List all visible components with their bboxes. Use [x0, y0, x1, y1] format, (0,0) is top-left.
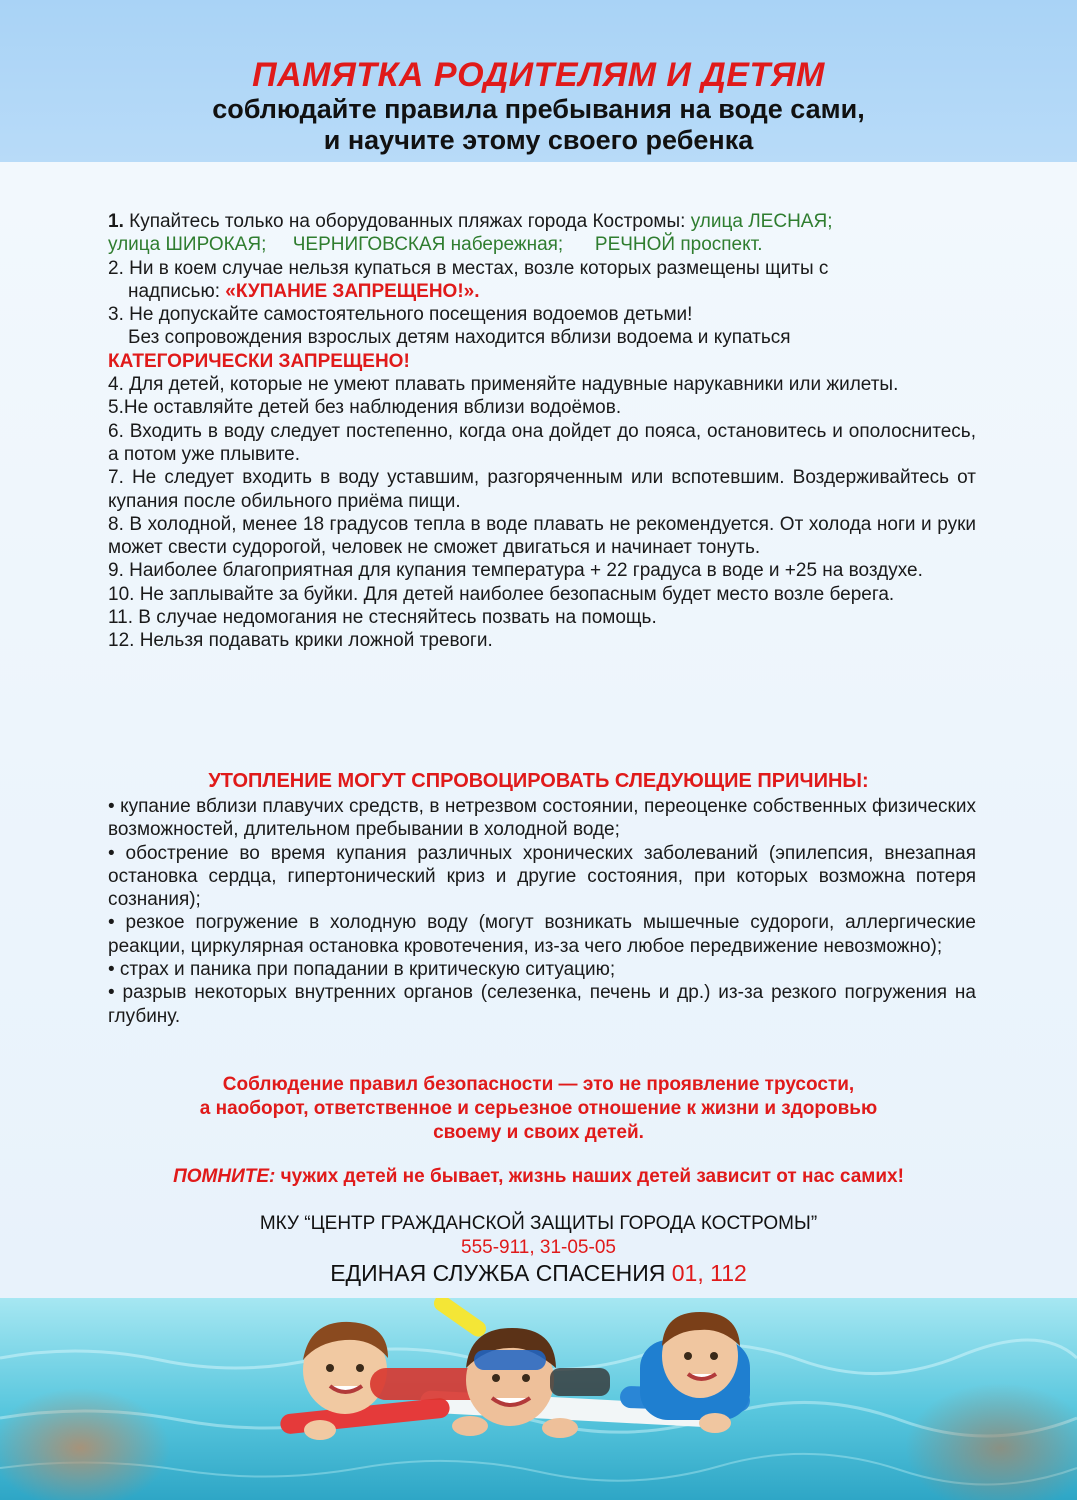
cause-item: • резкое погружение в холодную воду (могут возникать мышечные судороги, аллергические реакции, циркулярная остановка кровотечения, из-за чего любое передвижение невозможно); — [108, 912, 976, 957]
rule-1-number: 1. — [108, 211, 124, 232]
rule-10: 10. Не заплывайте за буйки. Для детей наиболее безопасным будет место возле берега. — [108, 583, 895, 605]
organization-name: МКУ “ЦЕНТР ГРАЖДАНСКОЙ ЗАЩИТЫ ГОРОДА КОСТРОМЫ” — [259, 1213, 818, 1234]
note-line-3: своему и своих детей. — [433, 1122, 644, 1143]
remember-text: чужих детей не бывает, жизнь наших детей зависит от нас самих! — [275, 1166, 904, 1187]
rule-9: 9. Наиболее благоприятная для купания температура + 22 градуса в воде и +25 на воздухе. — [108, 560, 923, 582]
rule-2-warning: «КУПАНИЕ ЗАПРЕЩЕНО!». — [225, 280, 480, 302]
phone-numbers: 555-911, 31-05-05 — [461, 1237, 616, 1258]
cause-item: • страх и паника при попадании в критическую ситуацию; — [108, 959, 616, 981]
rule-2-cont — [108, 280, 976, 303]
rule-12: 12. Нельзя подавать крики ложной тревоги. — [108, 630, 493, 652]
note-line-1: Соблюдение правил безопасности — это не проявление трусости, — [222, 1074, 855, 1095]
beach-shirokaya: улица ШИРОКАЯ; — [108, 234, 267, 256]
cause-item: • обострение во время купания различных хронических заболеваний (эпилепсия, внезапная остановка сердца, гипертонический криз и другие состояния, при которых возможна потеря сознания); — [108, 842, 976, 911]
causes-list — [108, 795, 976, 1028]
rule-2-text: 2. Ни в коем случае нельзя купаться в местах, возле которых размещены щиты с — [108, 257, 829, 279]
rule-7: 7. Не следует входить в воду уставшим, разгоряченным или вспотевшим. Воздерживайтесь от купания после обильного приёма пищи. — [108, 467, 976, 512]
rule-2-text-b: надписью: — [128, 280, 226, 302]
page-subtitle — [0, 94, 1077, 156]
cause-item: • разрыв некоторых внутренних органов (селезенка, печень и др.) из-за резкого погружения на глубину. — [108, 982, 976, 1027]
rule-2 — [108, 257, 976, 280]
cause-item: • купание вблизи плавучих средств, в нетрезвом состоянии, переоценке собственных физических возможностей, длительном пребывании в холодной воде; — [108, 796, 976, 841]
rule-4: 4. Для детей, которые не умеют плавать применяйте надувные нарукавники или жилеты. — [108, 374, 899, 396]
beach-lesnaya: улица ЛЕСНАЯ; — [690, 211, 833, 232]
rule-3-cont: Без сопровождения взрослых детям находится вблизи водоема и купаться — [128, 327, 791, 349]
rule-3: 3. Не допускайте самостоятельного посещения водоемов детьми! — [108, 304, 693, 326]
safety-note — [0, 1073, 1077, 1145]
rescue-service — [0, 1260, 1077, 1287]
rule-1-text: Купайтесь только на оборудованных пляжах города Костромы: — [123, 211, 691, 232]
rule-1 — [108, 210, 976, 257]
rule-11: 11. В случае недомогания не стесняйтесь позвать на помощь. — [108, 607, 657, 629]
remember-label: ПОМНИТЕ: — [173, 1166, 276, 1187]
rule-5: 5.Не оставляйте детей без наблюдения вблизи водоёмов. — [108, 397, 622, 419]
subtitle-line-1: соблюдайте правила пребывания на воде сами, — [212, 94, 865, 124]
rescue-numbers: 01, 112 — [671, 1260, 747, 1286]
rescue-label: ЕДИНАЯ СЛУЖБА СПАСЕНИЯ — [330, 1260, 672, 1286]
rules-list — [108, 210, 976, 653]
rule-6: 6. Входить в воду следует постепенно, когда она дойдет до пояса, остановитесь и ополоснитесь, а потом уже плывите. — [108, 420, 976, 465]
page-title: ПАМЯТКА РОДИТЕЛЯМ И ДЕТЯМ — [252, 56, 825, 94]
pool-children-photo — [0, 1298, 1077, 1500]
subtitle-line-2: и научите этому своего ребенка — [323, 125, 754, 155]
remember-line — [0, 1166, 1077, 1188]
rule-3-warning: КАТЕГОРИЧЕСКИ ЗАПРЕЩЕНО! — [108, 350, 410, 372]
header-banner — [0, 0, 1077, 162]
note-line-2: а наоборот, ответственное и серьезное отношение к жизни и здоровью — [199, 1098, 878, 1119]
pool-illustration — [0, 1298, 1077, 1500]
beach-rechnoy: РЕЧНОЙ проспект. — [594, 234, 763, 256]
beach-chernigovskaya: ЧЕРНИГОВСКАЯ набережная; — [292, 234, 564, 256]
rule-8: 8. В холодной, менее 18 градусов тепла в воде плавать не рекомендуется. От холода ноги и руки может свести судорогой, человек не сможет двигаться и начинает тонуть. — [108, 513, 976, 559]
causes-title: УТОПЛЕНИЕ МОГУТ СПРОВОЦИРОВАТЬ СЛЕДУЮЩИЕ ПРИЧИНЫ: — [208, 770, 869, 792]
